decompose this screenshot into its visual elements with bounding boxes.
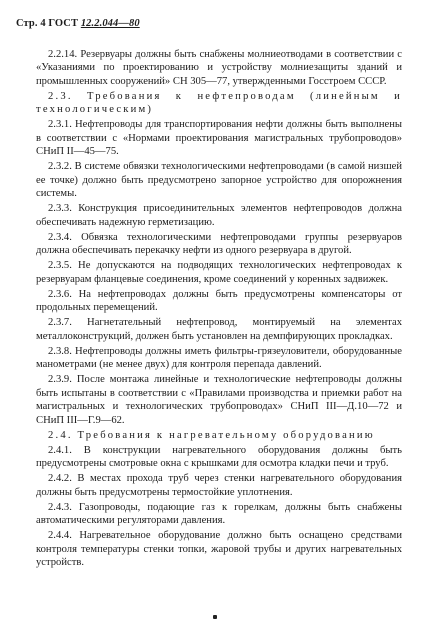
standard-number: 12.2.044—80 xyxy=(80,18,140,29)
paragraph: 2.3.1. Нефтепроводы для транспортирования нефти должны быть выполнены в соответствии с «Нормами проектирования магистральных трубопроводов» СНиП II—45—75. xyxy=(36,119,402,158)
paragraph: 2.3.4. Обвязка технологическими нефтепроводами группы резервуаров должна обеспечивать перекачку нефти из одного резервуара в другой. xyxy=(36,231,402,257)
section-heading: 2.4. Требования к нагревательному оборудованию xyxy=(48,429,375,441)
paragraph: 2.3.9. После монтажа линейные и технологические нефтепроводы должны быть испытаны в соответствии с «Правилами производства и приемки работ на магистральных и технологических трубопроводах» СНиП III—Д.10—72 и СНиП III—Г.9—62. xyxy=(36,374,402,426)
paragraph: 2.2.14. Резервуары должны быть снабжены молниеотводами в соответствии с «Указаниями по проектированию и устройству молниезащиты зданий и промышленных сооружений» СН 305—77, утвержденными Госстроем СССР. xyxy=(36,49,402,87)
header-prefix: Стр. 4 ГОСТ xyxy=(16,18,81,29)
paragraph: 2.3.8. Нефтепроводы должны иметь фильтры-грязеуловители, оборудованные манометрами (не менее двух) для контроля перепада давлений. xyxy=(36,345,402,371)
paragraph: 2.4.3. Газопроводы, подающие газ к горелкам, должны быть снабжены автоматическими регуляторами давления. xyxy=(36,501,402,527)
paragraph: 2.4.1. В конструкции нагревательного оборудования должны быть предусмотрены смотровые окна с крышками для осмотра кладки печи и труб. xyxy=(36,444,402,470)
document-body xyxy=(36,48,402,571)
page-header xyxy=(16,18,140,29)
paragraph: 2.3.2. В системе обвязки технологическими нефтепроводами (в самой низшей ее точке) должно быть предусмотрено запорное устройство для опорожнения системы. xyxy=(36,161,402,200)
paragraph: 2.4.4. Нагревательное оборудование должно быть оснащено средствами контроля температуры стенки топки, жаровой трубы и других нагревательных устройств. xyxy=(36,530,402,569)
paragraph: 2.4.2. В местах прохода труб через стенки нагревательного оборудования должны быть предусмотрены термостойкие уплотнения. xyxy=(36,473,402,498)
paragraph: 2.3.6. На нефтепроводах должны быть предусмотрены компенсаторы от продольных перемещений. xyxy=(36,288,402,314)
page-mark xyxy=(213,615,217,619)
section-heading: 2.3. Требования к нефтепроводам (линейным и технологическим) xyxy=(36,90,402,116)
paragraph: 2.3.5. Не допускаются на подводящих технологических нефтепроводах к резервуарам фланцевые соединения, кроме соединений у коренных задвижек. xyxy=(36,260,402,285)
paragraph: 2.3.3. Конструкция присоединительных элементов нефтепроводов должна обеспечивать надежную герметизацию. xyxy=(36,203,402,228)
paragraph: 2.3.7. Нагнетательный нефтепровод, монтируемый на элементах металлоконструкций, должен быть установлен на демпфирующих прокладках. xyxy=(36,317,402,342)
